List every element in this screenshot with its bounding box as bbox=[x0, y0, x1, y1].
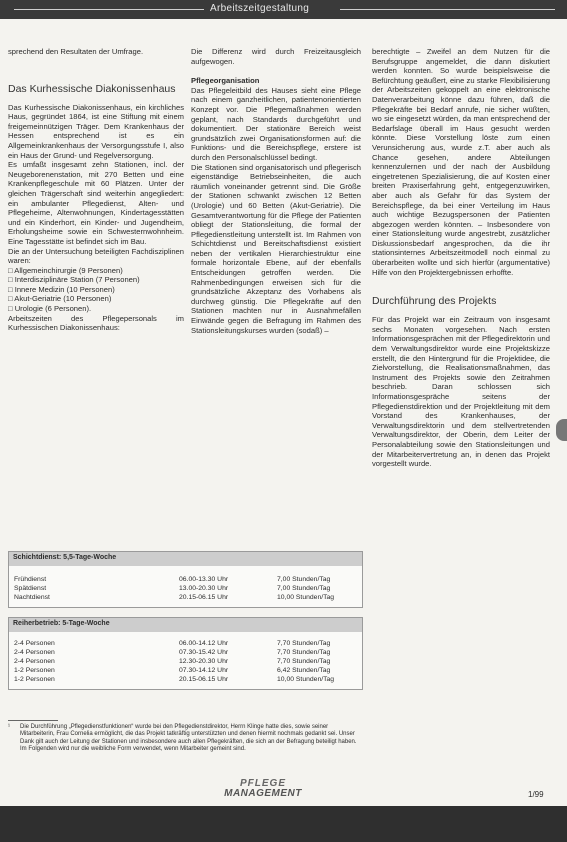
table-row: 2-4 Personen 12.30-20.30 Uhr 7,70 Stunden/Tag bbox=[14, 658, 331, 665]
page-number: 1/99 bbox=[528, 790, 544, 799]
page-tab-marker bbox=[556, 419, 567, 441]
table-row: Nachtdienst 20.15-06.15 Uhr 10,00 Stunden/Tag bbox=[14, 594, 335, 601]
paragraph: Das Pflegeleitbild des Hauses sieht eine Pflege nach einem ganzheitlichen, patientenorientierten Konzept vor. Die Pflegemaßnahmen werden geplant, nach Standards durchgeführt und dokumentiert. Der stationäre Bereich weist grundsätzlich zwei Organisationsformen auf: die Funktions- und die Bereichspflege, erstere ist durch den Personalschlüssel bedingt. bbox=[191, 85, 361, 162]
paragraph: Arbeitszeiten des Pflegepersonals im Kurhessischen Diakonissenhaus: bbox=[8, 313, 184, 333]
logo-line-1: PFLEGE bbox=[239, 778, 286, 789]
bottom-band bbox=[0, 806, 567, 842]
magazine-logo bbox=[218, 779, 308, 799]
list-item: □ Urologie (6 Personen). bbox=[8, 304, 92, 314]
subheading: Pflegeorganisation bbox=[191, 76, 260, 86]
shift-table bbox=[8, 551, 363, 608]
list-item: □ Innere Medizin (10 Personen) bbox=[8, 284, 115, 294]
table-title: Reiherbetrieb: 5-Tage-Woche bbox=[9, 618, 362, 632]
table-row: Spätdienst 13.00-20.30 Uhr 7,00 Stunden/Tag bbox=[14, 585, 331, 592]
table-title: Schichtdienst: 5,5-Tage-Woche bbox=[9, 552, 362, 566]
paragraph: Für das Projekt war ein Zeitraum von insgesamt sechs Monaten vorgesehen. Nach ersten Informationsgesprächen mit der Pflegedirektorin und dem Verwaltungsdirektor wurde eine Projektskizze erstellt, die den Hintergrund für die Projektidee, die Zielvorstellung, die Realisationsmaßnahmen, das Instrument des Projekts sowie den Zeitrahmen beschrieb. Daran schlossen sich Informationsgespräche seitens der Pflegedienstdirektion und der Projektleitung mit dem Vorstand des Krankenhauses, der Verwaltungsdirektorin und dem stellvertretenden Verwaltungsdirektor, der Oberin, dem Leiter der Personalabteilung sowie den Stationsleitungen und der Mitarbeitervertretung an, in denen das Projekt vorgestellt wurde. bbox=[372, 315, 550, 469]
table-row: 1-2 Personen 07.30-14.12 Uhr 6,42 Stunden/Tag bbox=[14, 667, 331, 674]
section-heading: Das Kurhessische Diakonissenhaus bbox=[8, 82, 176, 95]
paragraph: Das Kurhessische Diakonissenhaus, ein kirchliches Haus, gegründet 1864, ist eine Stiftung mit einem freigemeinnützigen Träger. Dem Krankenhaus der Hessen entsprechend ist es ein Allgemeinkrankenhaus der Versorgungsstufe I, also ein Haus der Grund- und Regelversorgung. bbox=[8, 102, 184, 160]
column-left bbox=[8, 47, 184, 333]
header-rule-right bbox=[340, 9, 555, 10]
table-row: 2-4 Personen 07.30-15.42 Uhr 7,70 Stunden/Tag bbox=[14, 649, 331, 656]
list-item: □ Allgemeinchirurgie (9 Personen) bbox=[8, 265, 123, 275]
intro-text: Die Differenz wird durch Freizeitausgleich aufgewogen. bbox=[191, 47, 361, 66]
footnote-mark: ¹ bbox=[8, 724, 10, 730]
table-row: 1-2 Personen 20.15-06.15 Uhr 10,00 Stunden/Tag bbox=[14, 676, 335, 683]
paragraph: Die an der Untersuchung beteiligten Fachdisziplinen waren: bbox=[8, 246, 184, 266]
section-heading: Durchführung des Projekts bbox=[372, 295, 497, 308]
header-rule-left bbox=[14, 9, 204, 10]
column-right bbox=[372, 47, 550, 469]
table-row: 2-4 Personen 06.00-14.12 Uhr 7,70 Stunden/Tag bbox=[14, 640, 331, 647]
table-row: Frühdienst 06.00-13.30 Uhr 7,00 Stunden/Tag bbox=[14, 576, 331, 583]
section-title: Arbeitszeitgestaltung bbox=[210, 3, 310, 14]
footnote-text: Die Durchführung „Pflegedienstfunktionen“ wurde bei den Pflegedienstdirektor, Herrn Klinge hatte dies, sowie seiner Mitarbeiterin, Frau Cornelia ermöglicht, die das Projekt tatkräftig unterstützten und denen hiermit nochmals gedankt sei. Unser Dank gilt auch der Leitung der Stationen und insbesondere auch allen Pflegekräften, die sich an der Befragung beteiligt haben. Im Folgenden wird nur die weibliche Form verwendet, wenn Mitarbeiter gemeint sind. bbox=[20, 724, 357, 753]
paragraph: berechtigte – Zweifel an dem Nutzen für die Berufsgruppe angemeldet, die dann diskutiert werden konnten. So wurde beispielsweise die Befürchtung geäußert, eine zu starke Flexibilisierung der Arbeitszeiten gekoppelt an eine elektronische Datenverarbeitung könne dazu führen, daß die Pflegekräfte bei Bedarf anrufe, nie sicher wüßten, wo sie eingesetzt würden, da man entsprechend der Bedarfslage überall im Haus gesucht werden könnte. Diese Vorstellung löste zum einen Verunsicherung aus, wurde z.T. aber auch als Chance gesehen, andere Abteilungen kennenzulernen und der nach der Ausbildung eingetretenen Spezialisierung, die auf Kosten einer breiten Praxiserfahrung geht, entgegenzuwirken, aber auch als Gefahr für das System der Bereichspflege, da bei einer Verteilung im Haus auch wichtige Bezugspersonen der Patienten abgezogen werden könnten. – Insbesondere von einer Stationsleitung wurde angestrebt, zusätzlicher Diskussionsbedarf angesprochen, da die ihr stationsinternes Arbeitszeitmodell noch einmal zu überarbeiten wollte und sich hierfür (argumentative) Hilfe von den Projektergebnissen erhoffte. bbox=[372, 47, 550, 277]
footnote-divider bbox=[8, 720, 58, 721]
column-middle bbox=[191, 47, 361, 335]
list-item: □ Akut-Geriatrie (10 Personen) bbox=[8, 294, 112, 304]
paragraph: Es umfaßt insgesamt zehn Stationen, incl. der Neugeborenenstation, mit 270 Betten und eine Krankenpflegeschule mit 60 Plätzen. Unter der gleichen Trägerschaft sind weiterhin angegliedert: ein ambulanter Pflegedienst, Alten- und Pflegeheime, Altenwohnungen, Kindertagesstätten und ein Kinderhort, ein Kinder- und Jugendheim, Erholungsheime sowie ein Schwesternwohnheim. Eine Tagesstätte ist befindet sich im Bau. bbox=[8, 160, 184, 246]
paragraph: Die Stationen sind organisatorisch und pflegerisch eigenständige Betriebseinheiten, die auch räumlich voneinander getrennt sind. Die Größe der Stationen schwankt zwischen 12 Betten (Urologie) und 60 Betten (Akut-Geriatrie). Die Gesamtverantwortung für die Pflege der Patienten obliegt der Stationsleitung, die formal der Pflegedienstleitung unterstellt ist. Im Rahmen von Schichtdienst und Bereitschaftsdienst existiert neben der vertikalen Hierarchiestruktur eine formale horizontale Ebene, auf der ebenfalls Entscheidungen getroffen werden. Die Rahmenbedingungen erweisen sich für die grundsätzliche Akzeptanz des Vorhabens als durchweg günstig. Die Pflegekräfte auf den Stationen machten nur in Ausnahmefällen Einwände gegen die Befragung im Rahmen des Stationsleitungskurses wurden (sodaß) – bbox=[191, 162, 361, 335]
rota-table bbox=[8, 617, 363, 690]
list-item: □ Interdisziplinäre Station (7 Personen) bbox=[8, 275, 140, 285]
footnote bbox=[8, 724, 360, 754]
header-bar bbox=[0, 0, 567, 19]
logo-line-2: MANAGEMENT bbox=[224, 788, 302, 799]
intro-text: sprechend den Resultaten der Umfrage. bbox=[8, 47, 144, 56]
